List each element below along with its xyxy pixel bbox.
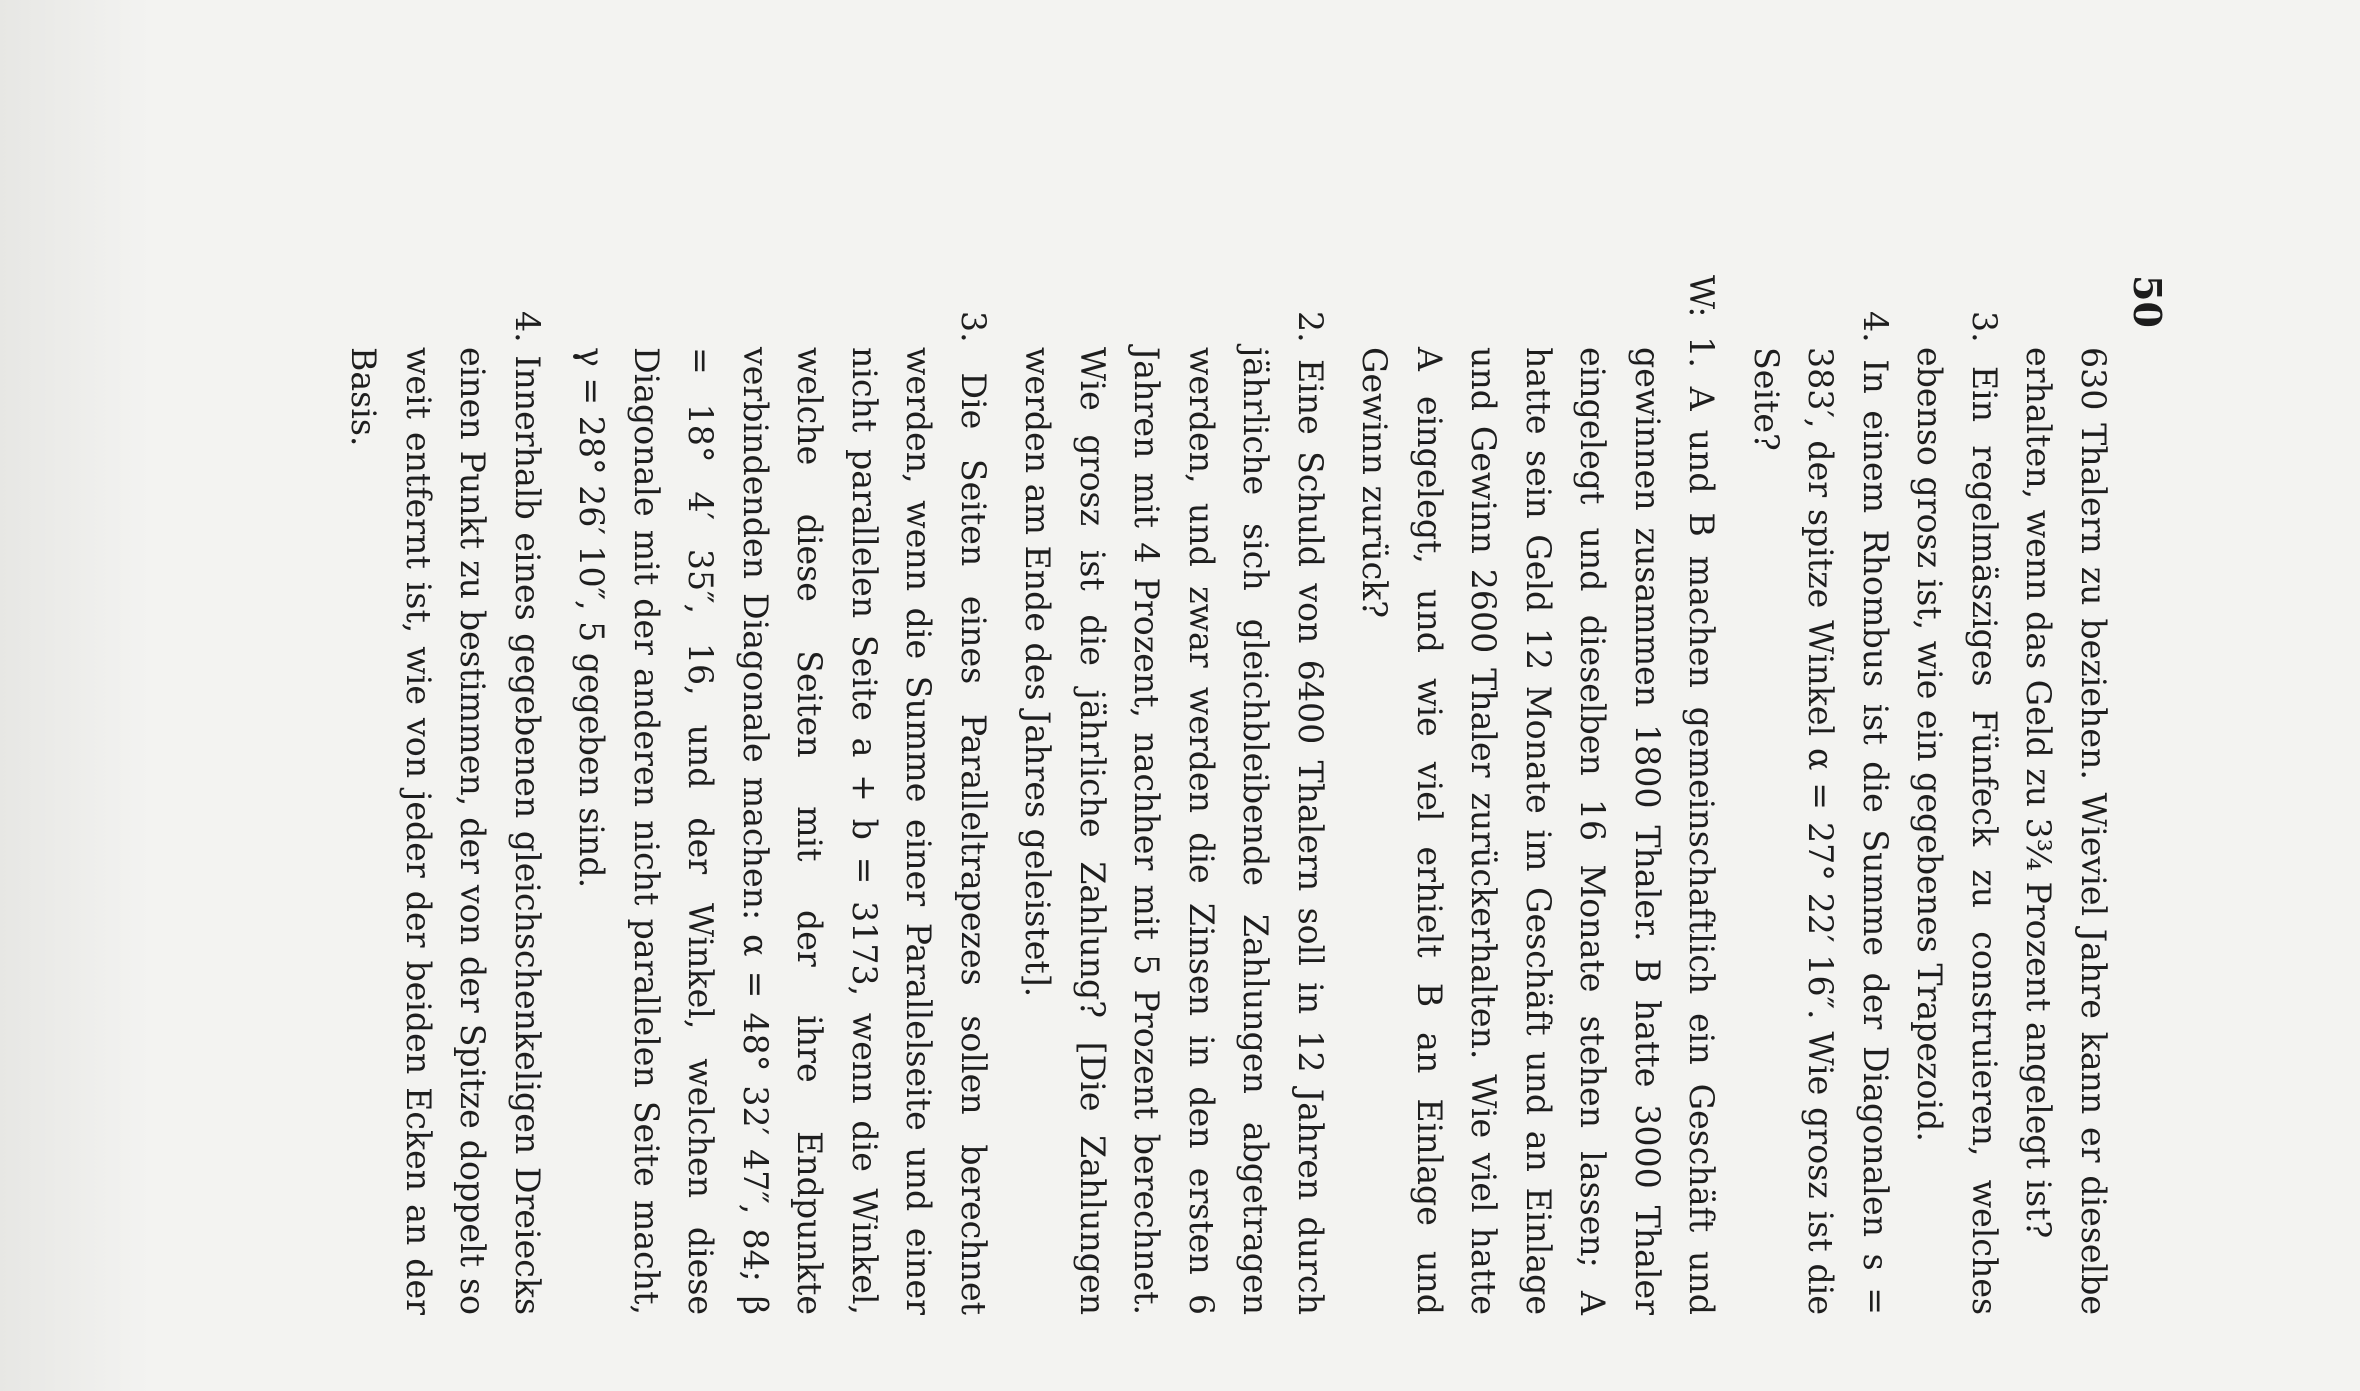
section-w-problem-2: 2. Eine Schuld von 6400 Thalern soll in 12 Jahren durch jährliche sich gleichbleibende Zahlungen abgetragen werden, und zwar werden die Zinsen in den ersten 6 Jahren mit 4 Prozent, nachher mit 5 Prozent berechnet. Wie grosz ist die jährliche Zahlung? [Die Zahlungen werden am Ende des Jahres geleistet]. bbox=[1018, 311, 1330, 1315]
rotated-book-page bbox=[255, 275, 2200, 1315]
page-number: 50 bbox=[2125, 275, 2170, 328]
section-w-problem-4: 4. Innerhalb eines gegebenen gleichschenkeligen Dreiecks einen Punkt zu bestimmen, der von der Spitze doppelt so weit entfernt ist, wie von jeder der beiden Ecken an der Basis. bbox=[344, 311, 547, 1315]
page-text bbox=[336, 275, 2120, 1315]
problem-4: 4. In einem Rhombus ist die Summe der Diagonalen s = 383′, der spitze Winkel α = 27° 22′ 16″. Wie grosz ist die Seite? bbox=[1747, 311, 1895, 1315]
section-w-problem-1: W: 1. A und B machen gemeinschaftlich ein Geschäft und gewinnen zusammen 1800 Thaler. B hatte 3000 Thaler eingelegt und dieselben 16 Monate stehen lassen; A hatte sein Geld 12 Monate im Geschäft und an Einlage und Gewinn 2600 Thaler zurückerhalten. Wie viel hatte A eingelegt, und wie viel erhielt B an Einlage und Gewinn zurück? bbox=[1355, 275, 1722, 1315]
problem-3: 3. Ein regelmäsziges Fünfeck zu construieren, welches ebenso grosz ist, wie ein gegebenes Trapezoid. bbox=[1910, 311, 2004, 1315]
page-margin-shadow bbox=[0, 0, 150, 1391]
problem-continuation: 630 Thalern zu beziehen. Wieviel Jahre kann er dieselbe erhalten, wenn das Geld zu 3¾ Prozent angelegt ist? bbox=[2019, 347, 2113, 1315]
section-w-problem-3: 3. Die Seiten eines Paralleltrapezes sollen berechnet werden, wenn die Summe einer Parallelseite und einer nicht parallelen Seite a + b = 3173, wenn die Winkel, welche diese Seiten mit der ihre Endpunkte verbindenden Diagonale machen: α = 48° 32′ 47″, 84; β = 18° 4′ 35″, 16, und der Winkel, welchen diese Diagonale mit der anderen nicht parallelen Seite macht, γ = 28° 26′ 10″, 5 gegeben sind. bbox=[572, 311, 993, 1315]
